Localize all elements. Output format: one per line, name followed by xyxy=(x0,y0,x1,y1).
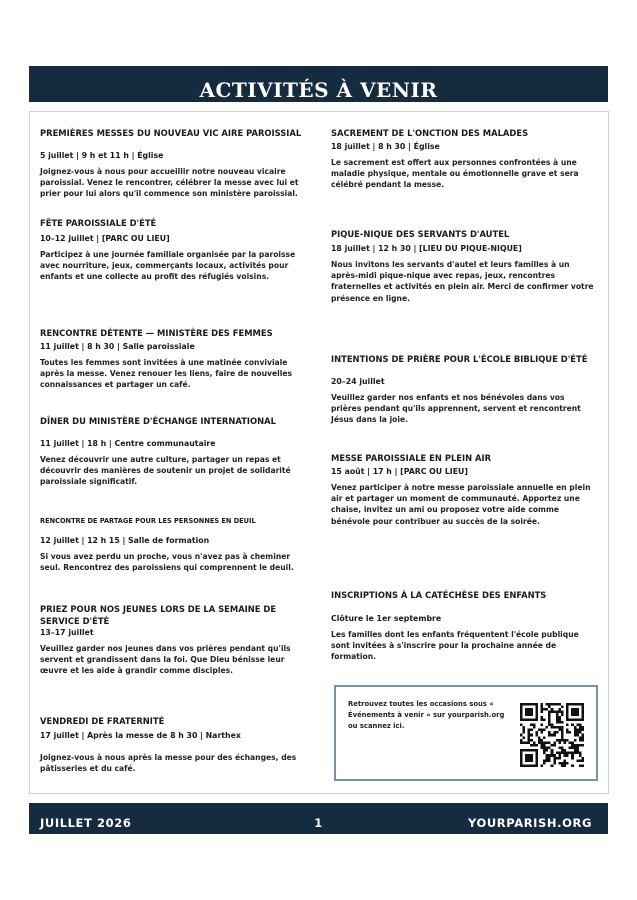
page-title: ACTIVITÉS À VENIR xyxy=(199,78,438,102)
event-item xyxy=(40,127,305,200)
event-title: RENCONTRE DÉTENTE — MINISTÈRE DES FEMMES xyxy=(40,328,273,338)
event-meta: 18 juillet | 8 h 30 | Église xyxy=(331,142,440,151)
event-description: Joignez-vous à nous après la messe pour des échanges, des pâtisseries et du café. xyxy=(40,753,297,774)
page-header xyxy=(29,66,608,102)
event-item xyxy=(331,228,596,304)
event-title: RENCONTRE DE PARTAGE POUR LES PERSONNES EN DEUIL xyxy=(40,517,256,525)
page-number: 1 xyxy=(314,816,323,830)
event-meta: 20–24 juillet xyxy=(331,377,385,386)
footer-date: JUILLET 2026 xyxy=(40,816,132,830)
event-title: PREMIÈRES MESSES DU NOUVEAU VIC AIRE PAROISSIAL xyxy=(40,128,302,138)
qr-code-icon[interactable] xyxy=(519,703,585,771)
event-meta: 15 août | 17 h | [PARC OU LIEU] xyxy=(331,467,468,476)
event-item xyxy=(331,589,596,663)
event-item xyxy=(40,715,305,774)
event-description: Les familles dont les enfants fréquentent l'école publique sont invitées à s'inscrire pour la prochaine année de formation. xyxy=(331,630,579,662)
event-meta: 18 juillet | 12 h 30 | [LIEU DU PIQUE-NIQUE] xyxy=(331,244,522,253)
event-title: PIQUE-NIQUE DES SERVANTS D'AUTEL xyxy=(331,229,510,239)
event-item xyxy=(40,515,305,573)
event-description: Si vous avez perdu un proche, vous n'avez pas à cheminer seul. Rencontrez des paroissiens qui comprennent le deuil. xyxy=(40,552,294,573)
event-description: Toutes les femmes sont invitées à une matinée conviviale après la messe. Venez renouer les liens, faire de nouvelles connaissances et partager un café. xyxy=(40,358,292,390)
event-meta: 12 juillet | 12 h 15 | Salle de formation xyxy=(40,536,210,545)
event-item xyxy=(331,127,596,191)
event-meta: 5 juillet | 9 h et 11 h | Église xyxy=(40,151,164,160)
event-meta: 11 juillet | 18 h | Centre communautaire xyxy=(40,439,216,448)
event-meta: 10–12 juillet | [PARC OU LIEU] xyxy=(40,234,170,243)
event-item xyxy=(40,327,305,391)
event-title: INTENTIONS DE PRIÈRE POUR L'ÉCOLE BIBLIQUE D'ÉTÉ xyxy=(331,354,588,364)
event-meta: 17 juillet | Après la messe de 8 h 30 | Narthex xyxy=(40,731,241,740)
event-item xyxy=(40,217,305,283)
event-description: Veuillez garder nos enfants et nos bénévoles dans vos prières pendant qu'ils apprennent, servent et rencontrent Jésus dans la joie. xyxy=(331,393,581,425)
event-description: Participez à une journée familiale organisée par la paroisse avec nourriture, jeux, commerçants locaux, activités pour enfants et une collecte au profit des réfugiés voisins. xyxy=(40,250,296,282)
event-title: MESSE PAROISSIALE EN PLEIN AIR xyxy=(331,453,492,463)
qr-callout-text: Retrouvez toutes les occasions sous « Événements à venir » sur yourparish.org ou scannez ici. xyxy=(348,700,505,730)
event-item xyxy=(40,415,305,488)
event-title: PRIEZ POUR NOS JEUNES LORS DE LA SEMAINE DE SERVICE D'ÉTÉ xyxy=(40,604,277,626)
footer-website: YOURPARISH.ORG xyxy=(467,816,592,830)
event-title: INSCRIPTIONS À LA CATÉCHÈSE DES ENFANTS xyxy=(331,590,547,600)
event-title: DÎNER DU MINISTÈRE D'ÉCHANGE INTERNATIONAL xyxy=(40,416,276,426)
event-description: Nous invitons les servants d'autel et leurs familles à un après-midi pique-nique avec repas, jeux, rencontres fraternelles et activités en plein air. Merci de confirmer votre présence en ligne. xyxy=(331,260,594,303)
event-title: FÊTE PAROISSIALE D'ÉTÉ xyxy=(40,218,157,228)
event-title: SACREMENT DE L'ONCTION DES MALADES xyxy=(331,128,529,138)
event-meta: 13–17 juillet xyxy=(40,628,94,637)
page-footer xyxy=(29,803,608,834)
qr-callout xyxy=(334,685,598,781)
event-description: Venez découvrir une autre culture, partager un repas et découvrir des manières de soutenir un projet de solidarité paroissiale significatif. xyxy=(40,455,291,487)
event-description: Venez participer à notre messe paroissiale annuelle en plein air et partager un moment de communauté. Apportez une chaise, invitez un ami ou proposez votre aide comme bénévole pour contribuer au succès de la soirée. xyxy=(331,483,591,526)
event-meta: Clôture le 1er septembre xyxy=(331,614,442,623)
event-item xyxy=(40,603,305,677)
event-title: VENDREDI DE FRATERNITÉ xyxy=(40,716,165,726)
event-item xyxy=(331,353,596,426)
event-description: Le sacrement est offert aux personnes confrontées à une maladie physique, mentale ou émotionnelle grave et sera célébré pendant la messe. xyxy=(331,158,579,190)
event-item xyxy=(331,452,596,527)
event-meta: 11 juillet | 8 h 30 | Salle paroissiale xyxy=(40,342,195,351)
event-description: Veuillez garder nos jeunes dans vos prières pendant qu'ils servent et grandissent dans la foi. Que Dieu bénisse leur œuvre et les aide à grandir comme disciples. xyxy=(40,644,291,676)
event-description: Joignez-vous à nous pour accueillir notre nouveau vicaire paroissial. Venez le rencontrer, célébrer la messe avec lui et prier pour lui alors qu'il commence son ministère paroissial. xyxy=(40,167,299,199)
